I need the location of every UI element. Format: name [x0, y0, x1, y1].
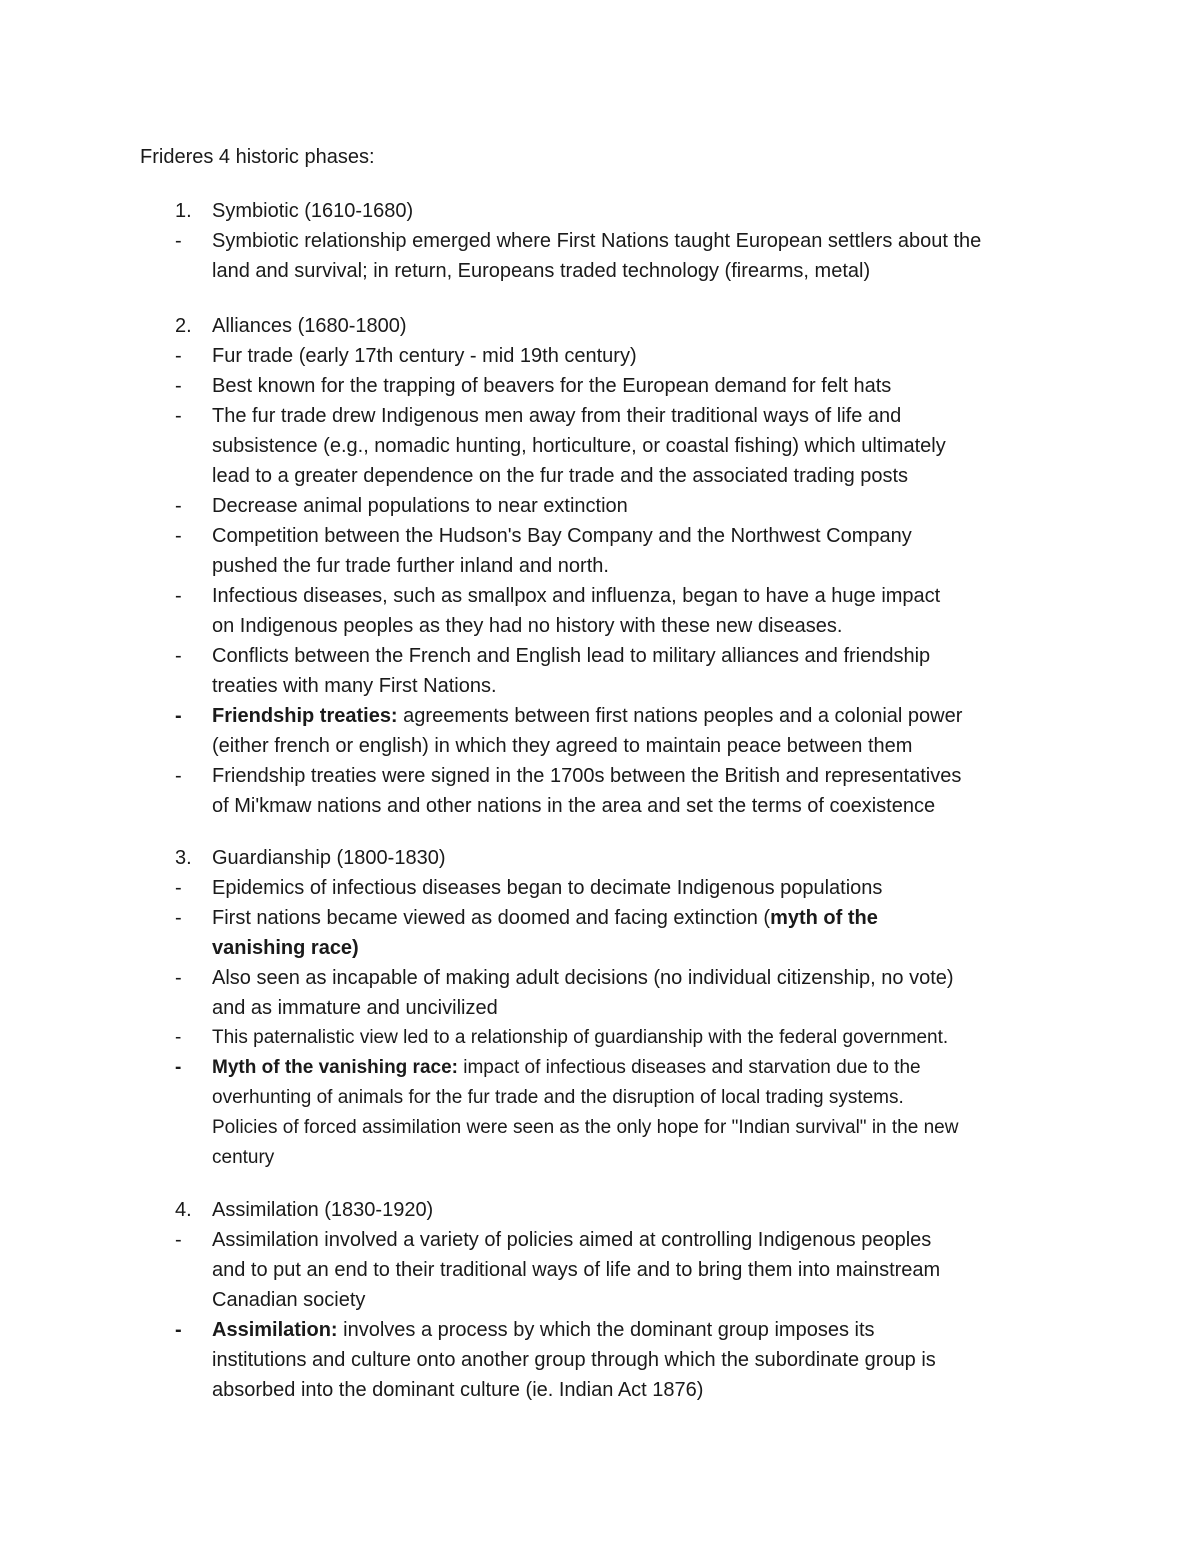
bullet-text: [212, 903, 1072, 933]
bullet-marker: -: [175, 525, 182, 547]
bullet-continuation: [0, 671, 1200, 701]
bullet-text-plain: First nations became viewed as doomed and facing extinction (: [212, 907, 771, 929]
emphasis-term: vanishing race): [212, 937, 359, 959]
definition-text: involves a process by which the dominant group imposes its: [337, 1319, 875, 1341]
bullet-text: Canadian society: [212, 1289, 366, 1311]
definition-term: Friendship treaties:: [212, 705, 398, 727]
bullet-marker: -: [175, 345, 182, 367]
phase-heading: Assimilation (1830-1920): [212, 1199, 434, 1221]
bullet-text: Symbiotic relationship emerged where First Nations taught European settlers about the: [212, 230, 982, 252]
bullet-text: treaties with many First Nations.: [212, 675, 497, 697]
bullet-text: on Indigenous peoples as they had no history with these new diseases.: [212, 615, 843, 637]
phase-heading-row: [0, 311, 1200, 341]
emphasis-term: myth of the: [770, 907, 878, 929]
phase-section-alliances: [0, 311, 1200, 821]
bullet-continuation: [0, 993, 1200, 1023]
bullet-text: Best known for the trapping of beavers for the European demand for felt hats: [212, 375, 892, 397]
bullet-text: of Mi'kmaw nations and other nations in the area and set the terms of coexistence: [212, 795, 936, 817]
bullet-item-definition: [0, 1315, 1200, 1345]
bullet-item-definition: [0, 1053, 1200, 1083]
bullet-marker: -: [175, 765, 182, 787]
bullet-marker: -: [175, 1027, 182, 1048]
bullet-text: Also seen as incapable of making adult decisions (no individual citizenship, no vote): [212, 967, 954, 989]
bullet-text: Policies of forced assimilation were seen as the only hope for "Indian survival" in the new: [212, 1117, 959, 1138]
bullet-text: Infectious diseases, such as smallpox and influenza, began to have a huge impact: [212, 585, 941, 607]
bullet-continuation: [0, 1375, 1200, 1405]
bullet-continuation: [0, 256, 1200, 286]
bullet-text: (either french or english) in which they agreed to maintain peace between them: [212, 735, 913, 757]
bullet-text: Assimilation involved a variety of policies aimed at controlling Indigenous peoples: [212, 1229, 932, 1251]
phase-heading-row: [0, 196, 1200, 226]
bullet-text: [212, 933, 1072, 963]
definition-text: impact of infectious diseases and starvation due to the: [457, 1057, 921, 1078]
bullet-continuation: [0, 551, 1200, 581]
bullet-text: absorbed into the dominant culture (ie. Indian Act 1876): [212, 1379, 704, 1401]
bullet-text: [212, 701, 1072, 731]
bullet-text: Competition between the Hudson's Bay Company and the Northwest Company: [212, 525, 912, 547]
bullet-text: Fur trade (early 17th century - mid 19th century): [212, 345, 637, 367]
bullet-marker: -: [175, 375, 182, 397]
bullet-text: pushed the fur trade further inland and north.: [212, 555, 609, 577]
definition-term: Assimilation:: [212, 1319, 338, 1341]
bullet-marker: -: [175, 1057, 182, 1078]
bullet-continuation: [0, 1143, 1200, 1173]
bullet-item: [0, 1023, 1200, 1053]
bullet-text: The fur trade drew Indigenous men away from their traditional ways of life and: [212, 405, 902, 427]
bullet-text: century: [212, 1147, 275, 1168]
bullet-text: lead to a greater dependence on the fur trade and the associated trading posts: [212, 465, 909, 487]
bullet-text: Friendship treaties were signed in the 1700s between the British and representatives: [212, 765, 962, 787]
bullet-item: [0, 641, 1200, 671]
bullet-marker: -: [175, 967, 182, 989]
bullet-item: [0, 903, 1200, 933]
bullet-item: [0, 761, 1200, 791]
bullet-item: [0, 491, 1200, 521]
bullet-text: This paternalistic view led to a relationship of guardianship with the federal government.: [212, 1027, 949, 1048]
bullet-text: [212, 1315, 1072, 1345]
phase-section-symbiotic: [0, 196, 1200, 286]
bullet-item: [0, 963, 1200, 993]
document-title: Frideres 4 historic phases:: [140, 146, 375, 168]
bullet-continuation: [0, 1255, 1200, 1285]
bullet-text: institutions and culture onto another group through which the subordinate group is: [212, 1349, 936, 1371]
bullet-text: overhunting of animals for the fur trade and the disruption of local trading systems.: [212, 1087, 904, 1108]
bullet-marker: -: [175, 645, 182, 667]
phase-heading: Guardianship (1800-1830): [212, 847, 446, 869]
bullet-marker: -: [175, 877, 182, 899]
phase-number: 4.: [175, 1199, 192, 1221]
phase-number: 3.: [175, 847, 192, 869]
phase-number: 2.: [175, 315, 192, 337]
bullet-text: [212, 1053, 1072, 1083]
bullet-marker: -: [175, 585, 182, 607]
phase-section-guardianship: [0, 843, 1200, 1173]
bullet-text: and as immature and uncivilized: [212, 997, 498, 1019]
bullet-item: [0, 521, 1200, 551]
phase-heading-row: [0, 1195, 1200, 1225]
phase-heading-row: [0, 843, 1200, 873]
definition-term: Myth of the vanishing race:: [212, 1057, 458, 1078]
phase-number: 1.: [175, 200, 192, 222]
bullet-item: [0, 873, 1200, 903]
bullet-marker: -: [175, 907, 182, 929]
bullet-continuation: [0, 1083, 1200, 1113]
bullet-continuation: [0, 611, 1200, 641]
bullet-continuation: [0, 791, 1200, 821]
bullet-marker: -: [175, 405, 182, 427]
bullet-continuation: [0, 1345, 1200, 1375]
bullet-continuation: [0, 933, 1200, 963]
bullet-item: [0, 226, 1200, 256]
bullet-marker: -: [175, 1319, 182, 1341]
bullet-item: [0, 371, 1200, 401]
bullet-continuation: [0, 731, 1200, 761]
bullet-item: [0, 341, 1200, 371]
bullet-continuation: [0, 431, 1200, 461]
bullet-text: Conflicts between the French and English lead to military alliances and friendship: [212, 645, 931, 667]
bullet-continuation: [0, 461, 1200, 491]
bullet-text: subsistence (e.g., nomadic hunting, horticulture, or coastal fishing) which ultimately: [212, 435, 946, 457]
bullet-item: [0, 401, 1200, 431]
bullet-marker: -: [175, 230, 182, 252]
definition-text: agreements between first nations peoples and a colonial power: [397, 705, 963, 727]
bullet-item: [0, 581, 1200, 611]
phase-heading: Symbiotic (1610-1680): [212, 200, 414, 222]
bullet-text: Epidemics of infectious diseases began to decimate Indigenous populations: [212, 877, 883, 899]
bullet-text: and to put an end to their traditional ways of life and to bring them into mainstream: [212, 1259, 941, 1281]
bullet-item-definition: [0, 701, 1200, 731]
bullet-text: Decrease animal populations to near extinction: [212, 495, 628, 517]
bullet-continuation: [0, 1113, 1200, 1143]
bullet-continuation: [0, 1285, 1200, 1315]
bullet-text: land and survival; in return, Europeans traded technology (firearms, metal): [212, 260, 871, 282]
phase-heading: Alliances (1680-1800): [212, 315, 407, 337]
phase-section-assimilation: [0, 1195, 1200, 1405]
bullet-marker: -: [175, 1229, 182, 1251]
bullet-item: [0, 1225, 1200, 1255]
bullet-marker: -: [175, 705, 182, 727]
bullet-marker: -: [175, 495, 182, 517]
